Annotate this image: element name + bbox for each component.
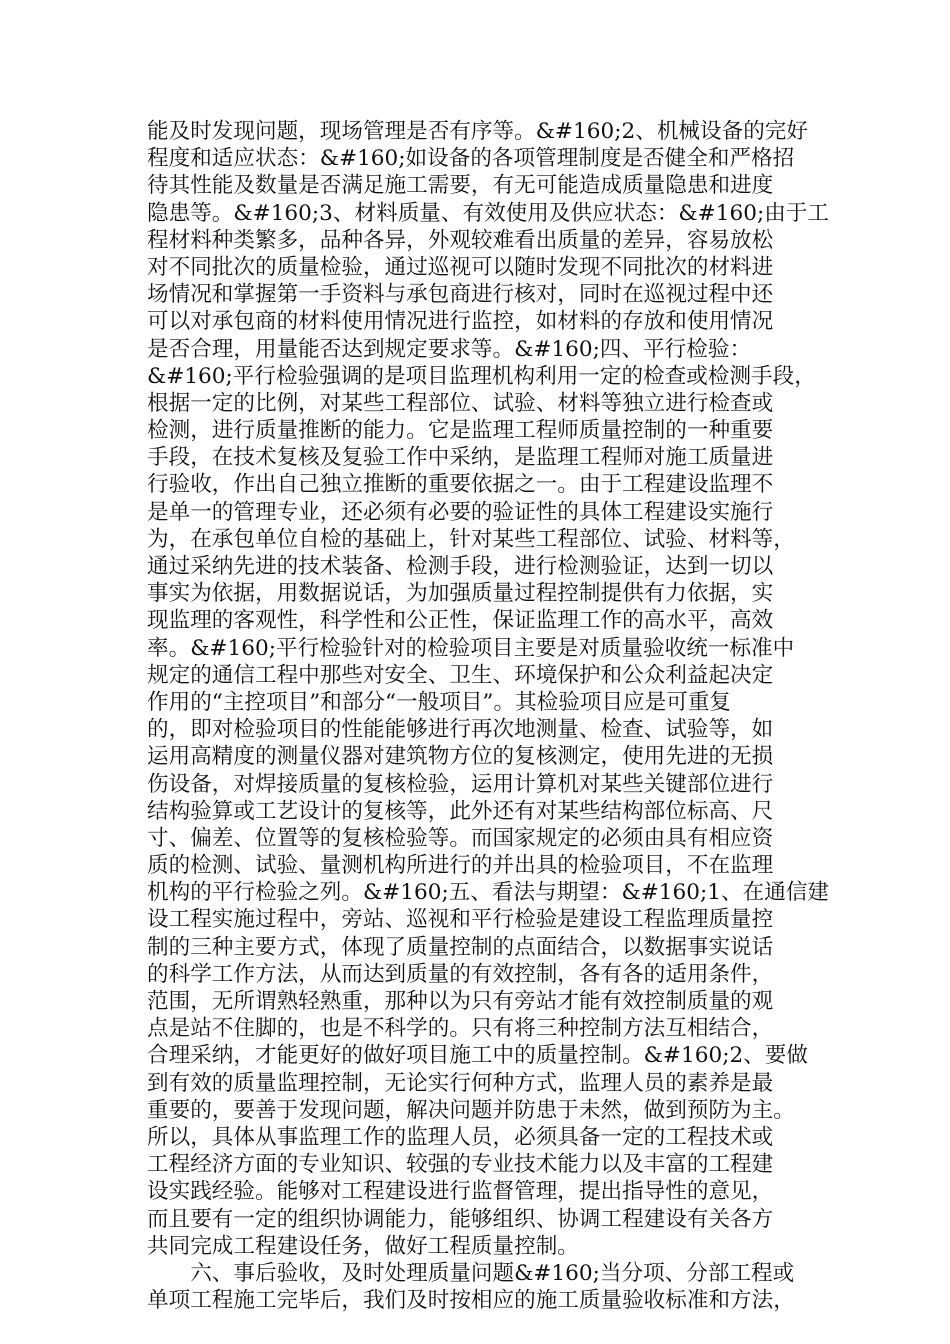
text-line: &#160;平行检验强调的是项目监理机构利用一定的检查或检测手段， <box>147 363 816 389</box>
text-line: 点是站不住脚的，也是不科学的。只有将三种控制方法互相结合， <box>147 1016 774 1042</box>
text-line: 单项工程施工完毕后，我们及时按相应的施工质量验收标准和方法， <box>147 1288 795 1314</box>
text-line: 寸、偏差、位置等的复核检验等。而国家规定的必须由具有相应资 <box>147 825 774 851</box>
text-line: 制的三种主要方式，体现了质量控制的点面结合，以数据事实说话 <box>147 934 774 960</box>
text-line: 事实为依据，用数据说话，为加强质量过程控制提供有力依据，实 <box>147 581 774 607</box>
text-line: 场情况和掌握第一手资料与承包商进行核对，同时在巡视过程中还 <box>147 282 774 308</box>
text-line: 伤设备，对焊接质量的复核检验，运用计算机对某些关键部位进行 <box>147 771 774 797</box>
text-line: 是单一的管理专业，还必须有必要的验证性的具体工程建设实施行 <box>147 499 774 525</box>
text-line: 工程经济方面的专业知识、较强的专业技术能力以及丰富的工程建 <box>147 1152 774 1178</box>
text-line: 率。&#160;平行检验针对的检验项目主要是对质量验收统一标准中 <box>147 635 795 661</box>
text-line: 的科学工作方法，从而达到质量的有效控制，各有各的适用条件， <box>147 961 774 987</box>
text-line: 检测，进行质量推断的能力。它是监理工程师质量控制的一种重要 <box>147 418 774 444</box>
text-line: 为，在承包单位自检的基础上，针对某些工程部位、试验、材料等， <box>147 526 795 552</box>
text-line: 现监理的客观性，科学性和公正性，保证监理工作的高水平，高效 <box>147 608 774 634</box>
text-line: 行验收，作出自己独立推断的重要依据之一。由于工程建设监理不 <box>147 472 774 498</box>
text-line: 合理采纳，才能更好的做好项目施工中的质量控制。&#160;2、要做 <box>147 1043 808 1069</box>
text-line: 而且要有一定的组织协调能力，能够组织、协调工程建设有关各方 <box>147 1206 774 1232</box>
text-line: 是否合理，用量能否达到规定要求等。&#160;四、平行检验： <box>147 336 752 362</box>
text-line: 能及时发现问题，现场管理是否有序等。&#160;2、机械设备的完好 <box>147 119 808 144</box>
text-line: 规定的通信工程中那些对安全、卫生、环境保护和公众利益起决定 <box>147 662 774 688</box>
text-line: 待其性能及数量是否满足施工需要，有无可能造成质量隐患和进度 <box>147 173 774 199</box>
text-line: 隐患等。&#160;3、材料质量、有效使用及供应状态：&#160;由于工 <box>147 200 830 226</box>
text-line: 结构验算或工艺设计的复核等，此外还有对某些结构部位标高、尺 <box>147 798 774 824</box>
body-text <box>147 118 830 1314</box>
text-line: 质的检测、试验、量测机构所进行的并出具的检验项目，不在监理 <box>147 853 774 879</box>
text-line: 程度和适应状态：&#160;如设备的各项管理制度是否健全和严格招 <box>147 146 795 172</box>
text-line: 可以对承包商的材料使用情况进行监控，如材料的存放和使用情况 <box>147 309 774 335</box>
text-line: 作用的“主控项目”和部分“一般项目”。其检验项目应是可重复 <box>147 689 732 715</box>
text-line: 共同完成工程建设任务，做好工程质量控制。 <box>147 1233 579 1259</box>
text-line: 通过采纳先进的技术装备、检测手段，进行检测验证，达到一切以 <box>147 554 774 579</box>
text-line: 运用高精度的测量仪器对建筑物方位的复核测定，使用先进的无损 <box>147 744 774 770</box>
text-line: 程材料种类繁多，品种各异，外观较难看出质量的差异，容易放松 <box>147 227 774 253</box>
text-line: 范围，无所谓熟轻熟重，那种以为只有旁站才能有效控制质量的观 <box>147 989 774 1014</box>
text-line: 根据一定的比例，对某些工程部位、试验、材料等独立进行检查或 <box>147 390 774 416</box>
text-line: 的，即对检验项目的性能能够进行再次地测量、检查、试验等，如 <box>147 717 774 743</box>
text-line: 设工程实施过程中，旁站、巡视和平行检验是建设工程监理质量控 <box>147 907 774 933</box>
text-line: 到有效的质量监理控制，无论实行何种方式，监理人员的素养是最 <box>147 1070 774 1096</box>
text-line: 设实践经验。能够对工程建设进行监督管理，提出指导性的意见， <box>147 1179 774 1205</box>
text-line: 机构的平行检验之列。&#160;五、看法与期望：&#160;1、在通信建 <box>147 880 830 906</box>
text-line: 重要的，要善于发现问题，解决问题并防患于未然，做到预防为主。 <box>147 1097 795 1123</box>
text-line: 六、事后验收，及时处理质量问题&#160;当分项、分部工程或 <box>147 1260 795 1286</box>
text-line: 所以，具体从事监理工作的监理人员，必须具备一定的工程技术或 <box>147 1124 774 1150</box>
text-line: 手段，在技术复核及复验工作中采纳，是监理工程师对施工质量进 <box>147 445 774 471</box>
text-line: 对不同批次的质量检验，通过巡视可以随时发现不同批次的材料进 <box>147 254 774 280</box>
